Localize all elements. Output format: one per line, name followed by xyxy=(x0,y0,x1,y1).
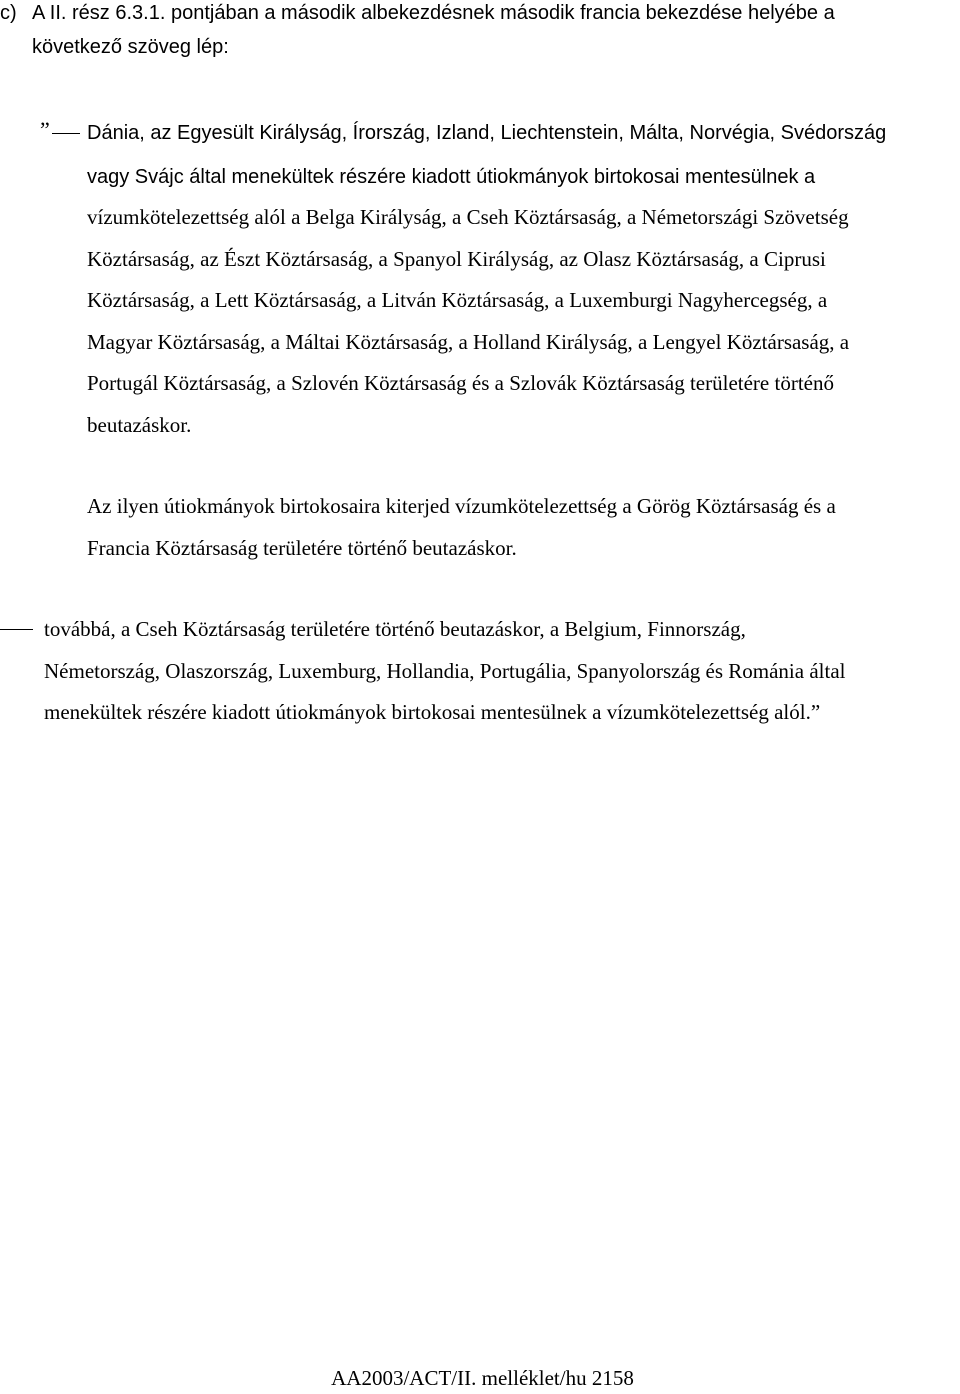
quote-line: vízumkötelezettség alól a Belga Királyság, a Cseh Köztársaság, a Németországi Szövetség xyxy=(87,205,849,229)
paragraph-line: Az ilyen útiokmányok birtokosaira kiterjed vízumkötelezettség a Görög Köztársaság és a xyxy=(87,494,836,518)
quote-line-sans: vagy Svájc által menekültek részére kiadott útiokmányok birtokosai mentesülnek a xyxy=(87,166,816,188)
quote-line: Portugál Köztársaság, a Szlovén Köztársaság és a Szlovák Köztársaság területére történő xyxy=(87,371,834,395)
item-marker: c) xyxy=(0,2,17,24)
quote-text-first: Dánia, az Egyesült Királyság, Írország, Izland, Liechtenstein, Málta, Norvégia, Svédország xyxy=(87,122,887,144)
opening-quote-mark: „ xyxy=(40,105,50,130)
dash-item-text xyxy=(44,609,960,734)
intro-text-2: következő szöveg lép: xyxy=(32,36,229,58)
quote-line: Magyar Köztársaság, a Máltai Köztársaság, a Holland Királyság, a Lengyel Köztársaság, a xyxy=(87,329,850,354)
quote-body xyxy=(87,157,957,446)
dash-item-line: Németország, Olaszország, Luxemburg, Hollandia, Portugália, Spanyolország és Románia által xyxy=(44,658,846,683)
paragraph-line: Francia Köztársaság területére történő beutazáskor. xyxy=(87,535,517,560)
dash-bullet-icon xyxy=(0,629,33,630)
intro-paragraph xyxy=(0,0,960,64)
dash-item-line: továbbá, a Cseh Köztársaság területére történő beutazáskor, a Belgium, Finnország, xyxy=(44,617,746,641)
quote-line: Köztársaság, az Észt Köztársaság, a Spanyol Királyság, az Olasz Köztársaság, a Ciprusi xyxy=(87,246,826,271)
page-footer-reference: AA2003/ACT/II. melléklet/hu 2158 xyxy=(331,1366,634,1390)
quote-first-line xyxy=(0,105,960,154)
intro-line-1 xyxy=(0,0,960,30)
quoted-amendment xyxy=(0,105,960,437)
second-paragraph xyxy=(87,486,957,569)
intro-line-2 xyxy=(0,30,960,64)
dash-item-line: menekültek részére kiadott útiokmányok birtokosai mentesülnek a vízumkötelezettség alól.” xyxy=(44,700,821,724)
quote-line: Köztársaság, a Lett Köztársaság, a Litván Köztársaság, a Luxemburgi Nagyhercegség, a xyxy=(87,288,828,312)
quote-line: beutazáskor. xyxy=(87,412,192,437)
em-dash-icon xyxy=(52,133,80,134)
intro-text-1: A II. rész 6.3.1. pontjában a második albekezdésnek második francia bekezdése helyébe a xyxy=(32,2,835,24)
